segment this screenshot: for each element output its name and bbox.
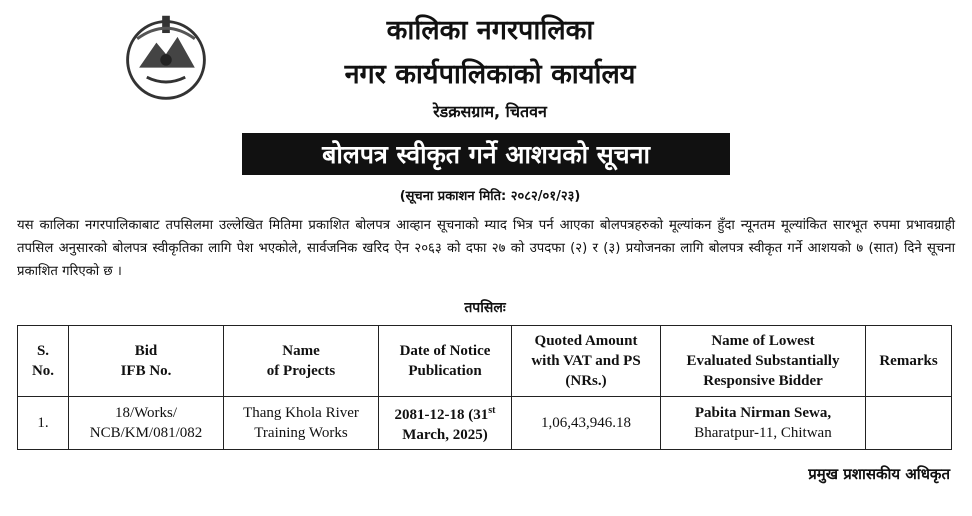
cell-bid: 18/Works/ NCB/KM/081/082 bbox=[69, 397, 224, 450]
nepal-emblem-icon bbox=[118, 10, 214, 106]
cell-remarks bbox=[866, 397, 952, 450]
col-bid: Bid IFB No. bbox=[69, 326, 224, 397]
notice-body: यस कालिका नगरपालिकाबाट तपसिलमा उल्लेखित मितिमा प्रकाशित बोलपत्र आव्हान सूचनाको म्याद भित्र पर्न आएका बोलपत्रहरुको मूल्यांकन हुँदा न्यूनतम मूल्यांकित सारभूत रुपमा प्रभावग्राही तपसिल अनुसारको बोलपत्र स्वीकृतिका लागि पेश भएकोले, सार्वजनिक खरिद ऐन २०६३ को दफा २७ को उपदफा (२) र (३) प्रयोजनका लागि बोलपत्र स्वीकृत गर्ने आशयको ७ (सात) दिने सूचना प्रकाशित गरिएको छ । bbox=[17, 218, 955, 279]
signature: प्रमुख प्रशासकीय अधिकृत bbox=[808, 465, 950, 483]
col-amount: Quoted Amount with VAT and PS (NRs.) bbox=[512, 326, 661, 397]
publication-date: (सूचना प्रकाशन मिति: २०८२/०१/२३) bbox=[399, 189, 581, 204]
cell-sno: 1. bbox=[18, 397, 69, 450]
office-name: नगर कार्यपालिकाको कार्यालय bbox=[344, 59, 636, 90]
table-row bbox=[18, 397, 952, 450]
col-remarks: Remarks bbox=[866, 326, 952, 397]
col-project: Name of Projects bbox=[224, 326, 379, 397]
org-name: कालिका नगरपालिका bbox=[386, 15, 594, 46]
col-bidder: Name of Lowest Evaluated Substantially Responsive Bidder bbox=[661, 326, 866, 397]
annex-label: तपसिलः bbox=[464, 300, 506, 316]
cell-amount: 1,06,43,946.18 bbox=[512, 397, 661, 450]
table-header-row bbox=[18, 326, 952, 397]
col-date: Date of Notice Publication bbox=[379, 326, 512, 397]
notice-title: बोलपत्र स्वीकृत गर्ने आशयको सूचना bbox=[242, 133, 730, 175]
cell-date: 2081-12-18 (31st March, 2025) bbox=[379, 397, 512, 450]
cell-bidder: Pabita Nirman Sewa, Bharatpur-11, Chitwan bbox=[661, 397, 866, 450]
col-sno: S. No. bbox=[18, 326, 69, 397]
location: रेडक्रसग्राम, चितवन bbox=[433, 102, 547, 121]
bid-table bbox=[17, 325, 952, 450]
cell-project: Thang Khola River Training Works bbox=[224, 397, 379, 450]
